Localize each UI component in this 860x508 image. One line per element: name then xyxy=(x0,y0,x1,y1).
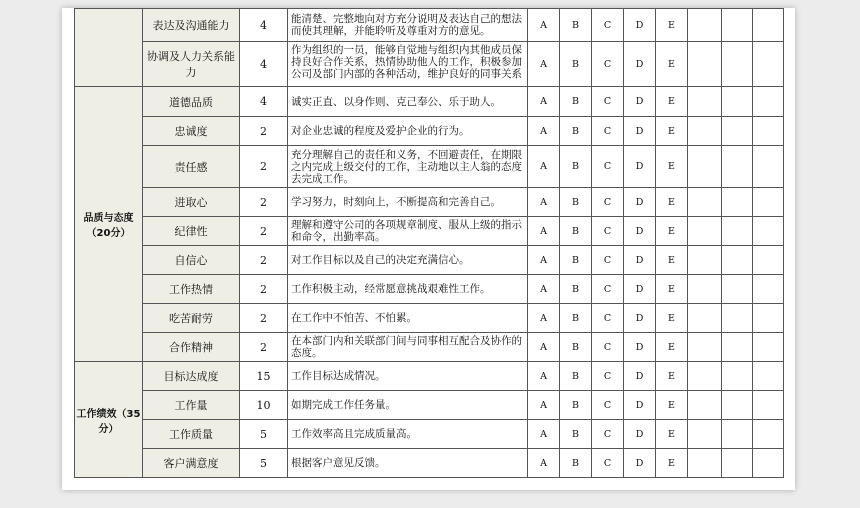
grade-option-b[interactable]: B xyxy=(560,146,592,188)
grade-option-d[interactable]: D xyxy=(624,362,656,391)
item-name-cell: 协调及人力关系能力 xyxy=(143,42,240,87)
grade-option-d[interactable]: D xyxy=(624,391,656,420)
grade-option-c[interactable]: C xyxy=(592,188,624,217)
score-input-cell[interactable] xyxy=(688,333,722,362)
table-row xyxy=(75,117,784,146)
score-input-cell[interactable] xyxy=(722,42,753,87)
grade-option-e[interactable]: E xyxy=(656,9,688,42)
grade-option-e[interactable]: E xyxy=(656,275,688,304)
grade-option-a[interactable]: A xyxy=(528,449,560,478)
description-cell xyxy=(288,420,528,449)
description-cell xyxy=(288,42,528,87)
grade-option-c[interactable]: C xyxy=(592,87,624,117)
item-name-cell: 表达及沟通能力 xyxy=(143,9,240,42)
grade-option-b[interactable]: B xyxy=(560,304,592,333)
grade-option-a[interactable]: A xyxy=(528,146,560,188)
grade-option-c[interactable]: C xyxy=(592,217,624,246)
grade-option-c[interactable]: C xyxy=(592,333,624,362)
evaluation-table xyxy=(74,8,784,478)
score-input-cell[interactable] xyxy=(753,449,784,478)
grade-option-a[interactable]: A xyxy=(528,246,560,275)
score-input-cell[interactable] xyxy=(753,304,784,333)
item-name-cell: 自信心 xyxy=(143,246,240,275)
grade-option-c[interactable]: C xyxy=(592,449,624,478)
description-text: 能清楚、完整地向对方充分说明及表达自己的想法而使其理解，并能聆听及尊重对方的意见。 xyxy=(291,13,522,37)
description-cell xyxy=(288,217,528,246)
grade-option-a[interactable]: A xyxy=(528,9,560,42)
table-row xyxy=(75,449,784,478)
score-input-cell[interactable] xyxy=(688,9,722,42)
grade-option-d[interactable]: D xyxy=(624,217,656,246)
score-input-cell[interactable] xyxy=(688,420,722,449)
grade-option-d[interactable]: D xyxy=(624,304,656,333)
description-cell xyxy=(288,275,528,304)
grade-option-d[interactable]: D xyxy=(624,42,656,87)
grade-option-e[interactable]: E xyxy=(656,217,688,246)
grade-option-e[interactable]: E xyxy=(656,391,688,420)
weight-cell: 2 xyxy=(240,333,288,362)
weight-cell: 2 xyxy=(240,117,288,146)
score-input-cell[interactable] xyxy=(753,217,784,246)
score-input-cell[interactable] xyxy=(753,146,784,188)
table-row xyxy=(75,217,784,246)
grade-option-a[interactable]: A xyxy=(528,275,560,304)
grade-option-a[interactable]: A xyxy=(528,42,560,87)
evaluation-table-body xyxy=(75,9,784,478)
description-text: 对工作目标以及自己的决定充满信心。 xyxy=(291,254,470,266)
grade-option-d[interactable]: D xyxy=(624,420,656,449)
description-cell xyxy=(288,333,528,362)
table-row xyxy=(75,146,784,188)
grade-option-a[interactable]: A xyxy=(528,304,560,333)
grade-option-c[interactable]: C xyxy=(592,420,624,449)
score-input-cell[interactable] xyxy=(722,304,753,333)
weight-cell: 2 xyxy=(240,246,288,275)
grade-option-c[interactable]: C xyxy=(592,304,624,333)
item-name-cell: 工作热情 xyxy=(143,275,240,304)
weight-cell: 5 xyxy=(240,449,288,478)
description-cell xyxy=(288,117,528,146)
weight-cell: 2 xyxy=(240,304,288,333)
grade-option-b[interactable]: B xyxy=(560,449,592,478)
grade-option-d[interactable]: D xyxy=(624,117,656,146)
score-input-cell[interactable] xyxy=(688,391,722,420)
score-input-cell[interactable] xyxy=(688,362,722,391)
grade-option-e[interactable]: E xyxy=(656,87,688,117)
score-input-cell[interactable] xyxy=(688,42,722,87)
description-text: 充分理解自己的责任和义务，不回避责任，在期限之内完成上级交付的工作，主动地以主人翁的态度去完成工作。 xyxy=(291,148,522,185)
item-name-cell: 吃苦耐劳 xyxy=(143,304,240,333)
grade-option-c[interactable]: C xyxy=(592,275,624,304)
item-name-cell: 责任感 xyxy=(143,146,240,188)
description-text: 工作积极主动，经常愿意挑战艰难性工作。 xyxy=(291,283,491,295)
score-input-cell[interactable] xyxy=(722,362,753,391)
grade-option-d[interactable]: D xyxy=(624,246,656,275)
score-input-cell[interactable] xyxy=(753,333,784,362)
table-row xyxy=(75,9,784,42)
table-row xyxy=(75,42,784,87)
grade-option-c[interactable]: C xyxy=(592,42,624,87)
score-input-cell[interactable] xyxy=(688,87,722,117)
description-cell xyxy=(288,449,528,478)
grade-option-e[interactable]: E xyxy=(656,362,688,391)
score-input-cell[interactable] xyxy=(722,246,753,275)
grade-option-a[interactable]: A xyxy=(528,188,560,217)
weight-cell: 4 xyxy=(240,9,288,42)
score-input-cell[interactable] xyxy=(753,87,784,117)
score-input-cell[interactable] xyxy=(722,275,753,304)
item-name-cell: 道德品质 xyxy=(143,87,240,117)
grade-option-a[interactable]: A xyxy=(528,420,560,449)
description-cell xyxy=(288,146,528,188)
grade-option-e[interactable]: E xyxy=(656,333,688,362)
description-cell xyxy=(288,188,528,217)
grade-option-b[interactable]: B xyxy=(560,420,592,449)
item-name-cell: 工作量 xyxy=(143,391,240,420)
grade-option-b[interactable]: B xyxy=(560,362,592,391)
description-text: 理解和遵守公司的各项规章制度、服从上级的指示和命令，出勤率高。 xyxy=(291,219,522,243)
grade-option-e[interactable]: E xyxy=(656,304,688,333)
score-input-cell[interactable] xyxy=(688,246,722,275)
table-row xyxy=(75,275,784,304)
grade-option-e[interactable]: E xyxy=(656,246,688,275)
weight-cell: 4 xyxy=(240,87,288,117)
description-text: 在本部门内和关联部门间与同事相互配合及协作的态度。 xyxy=(291,335,522,359)
weight-cell: 2 xyxy=(240,217,288,246)
grade-option-b[interactable]: B xyxy=(560,42,592,87)
weight-cell: 2 xyxy=(240,188,288,217)
grade-option-b[interactable]: B xyxy=(560,9,592,42)
description-cell xyxy=(288,9,528,42)
grade-option-d[interactable]: D xyxy=(624,87,656,117)
grade-option-d[interactable]: D xyxy=(624,9,656,42)
grade-option-e[interactable]: E xyxy=(656,420,688,449)
score-input-cell[interactable] xyxy=(753,275,784,304)
category-cell: 品质与态度（20分） xyxy=(75,87,143,362)
weight-cell: 2 xyxy=(240,146,288,188)
grade-option-b[interactable]: B xyxy=(560,217,592,246)
score-input-cell[interactable] xyxy=(688,188,722,217)
description-text: 工作效率高且完成质量高。 xyxy=(291,428,417,440)
grade-option-c[interactable]: C xyxy=(592,117,624,146)
spreadsheet-page xyxy=(62,8,795,490)
score-input-cell[interactable] xyxy=(753,362,784,391)
description-text: 在工作中不怕苦、不怕累。 xyxy=(291,312,417,324)
weight-cell: 15 xyxy=(240,362,288,391)
grade-option-d[interactable]: D xyxy=(624,333,656,362)
score-input-cell[interactable] xyxy=(722,449,753,478)
table-row xyxy=(75,420,784,449)
weight-cell: 4 xyxy=(240,42,288,87)
item-name-cell: 合作精神 xyxy=(143,333,240,362)
description-text: 工作目标达成情况。 xyxy=(291,370,386,382)
grade-option-a[interactable]: A xyxy=(528,87,560,117)
grade-option-e[interactable]: E xyxy=(656,117,688,146)
grade-option-a[interactable]: A xyxy=(528,391,560,420)
item-name-cell: 工作质量 xyxy=(143,420,240,449)
score-input-cell[interactable] xyxy=(753,188,784,217)
item-name-cell: 进取心 xyxy=(143,188,240,217)
grade-option-e[interactable]: E xyxy=(656,449,688,478)
grade-option-b[interactable]: B xyxy=(560,391,592,420)
weight-cell: 2 xyxy=(240,275,288,304)
grade-option-e[interactable]: E xyxy=(656,146,688,188)
grade-option-b[interactable]: B xyxy=(560,246,592,275)
grade-option-b[interactable]: B xyxy=(560,117,592,146)
description-cell xyxy=(288,391,528,420)
score-input-cell[interactable] xyxy=(688,117,722,146)
grade-option-d[interactable]: D xyxy=(624,449,656,478)
grade-option-a[interactable]: A xyxy=(528,117,560,146)
category-cell: 工作绩效（35分） xyxy=(75,362,143,478)
description-cell xyxy=(288,246,528,275)
grade-option-d[interactable]: D xyxy=(624,275,656,304)
grade-option-d[interactable]: D xyxy=(624,146,656,188)
item-name-cell: 忠诚度 xyxy=(143,117,240,146)
item-name-cell: 纪律性 xyxy=(143,217,240,246)
grade-option-c[interactable]: C xyxy=(592,362,624,391)
grade-option-d[interactable]: D xyxy=(624,188,656,217)
score-input-cell[interactable] xyxy=(753,420,784,449)
score-input-cell[interactable] xyxy=(722,188,753,217)
grade-option-a[interactable]: A xyxy=(528,362,560,391)
description-text: 作为组织的一员，能够自觉地与组织内其他成员保持良好合作关系，热情协助他人的工作，积极参加公司及部门内部的各种活动，维护良好的同事关系 xyxy=(291,44,522,80)
description-text: 如期完成工作任务量。 xyxy=(291,399,396,411)
score-input-cell[interactable] xyxy=(753,117,784,146)
weight-cell: 10 xyxy=(240,391,288,420)
grade-option-b[interactable]: B xyxy=(560,188,592,217)
score-input-cell[interactable] xyxy=(722,9,753,42)
grade-option-a[interactable]: A xyxy=(528,217,560,246)
score-input-cell[interactable] xyxy=(688,304,722,333)
table-row xyxy=(75,188,784,217)
score-input-cell[interactable] xyxy=(688,275,722,304)
grade-option-b[interactable]: B xyxy=(560,333,592,362)
description-cell xyxy=(288,87,528,117)
grade-option-e[interactable]: E xyxy=(656,42,688,87)
grade-option-c[interactable]: C xyxy=(592,391,624,420)
category-cell xyxy=(75,9,143,87)
score-input-cell[interactable] xyxy=(722,117,753,146)
table-row xyxy=(75,87,784,117)
grade-option-c[interactable]: C xyxy=(592,146,624,188)
score-input-cell[interactable] xyxy=(722,420,753,449)
score-input-cell[interactable] xyxy=(722,146,753,188)
description-text: 根据客户意见反馈。 xyxy=(291,457,386,469)
grade-option-b[interactable]: B xyxy=(560,275,592,304)
score-input-cell[interactable] xyxy=(722,391,753,420)
table-row xyxy=(75,246,784,275)
score-input-cell[interactable] xyxy=(722,217,753,246)
score-input-cell[interactable] xyxy=(722,87,753,117)
description-text: 诚实正直、以身作则、克己奉公、乐于助人。 xyxy=(291,95,501,108)
description-cell xyxy=(288,362,528,391)
score-input-cell[interactable] xyxy=(688,217,722,246)
description-cell xyxy=(288,304,528,333)
score-input-cell[interactable] xyxy=(722,333,753,362)
description-text: 学习努力，时刻向上，不断提高和完善自己。 xyxy=(291,196,501,208)
table-row xyxy=(75,304,784,333)
grade-option-a[interactable]: A xyxy=(528,333,560,362)
item-name-cell: 客户满意度 xyxy=(143,449,240,478)
table-row xyxy=(75,362,784,391)
grade-option-c[interactable]: C xyxy=(592,246,624,275)
score-input-cell[interactable] xyxy=(688,146,722,188)
grade-option-b[interactable]: B xyxy=(560,87,592,117)
table-row xyxy=(75,391,784,420)
score-input-cell[interactable] xyxy=(753,246,784,275)
description-text: 对企业忠诚的程度及爱护企业的行为。 xyxy=(291,125,470,137)
score-input-cell[interactable] xyxy=(753,42,784,87)
grade-option-c[interactable]: C xyxy=(592,9,624,42)
score-input-cell[interactable] xyxy=(753,391,784,420)
score-input-cell[interactable] xyxy=(688,449,722,478)
item-name-cell: 目标达成度 xyxy=(143,362,240,391)
table-row xyxy=(75,333,784,362)
grade-option-e[interactable]: E xyxy=(656,188,688,217)
score-input-cell[interactable] xyxy=(753,9,784,42)
weight-cell: 5 xyxy=(240,420,288,449)
